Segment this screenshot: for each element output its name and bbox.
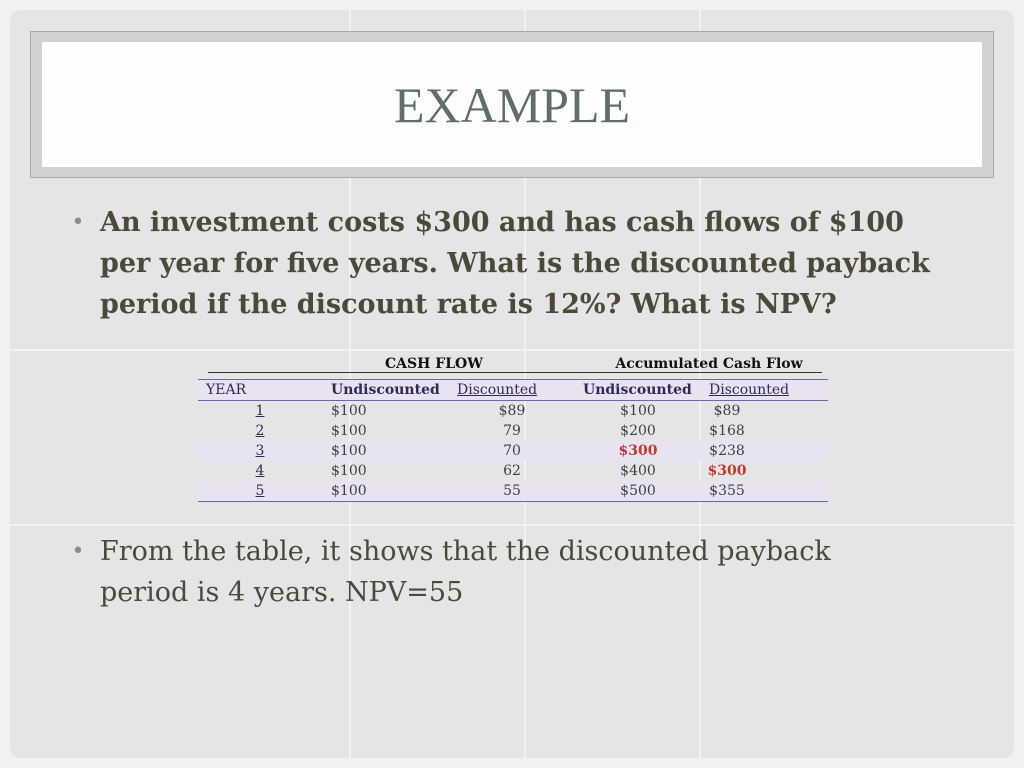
accumulated-undiscounted-cell-highlighted: $300: [618, 443, 658, 459]
table-row: [198, 481, 828, 502]
accumulated-discounted-cell-highlighted: $300: [707, 463, 747, 479]
bullet-line: period if the discount rate is 12%? What is NPV?: [100, 289, 837, 320]
table-row: [198, 401, 828, 421]
accumulated-discounted-cell: $355: [709, 483, 745, 499]
bullet-text: [100, 531, 831, 613]
accumulated-discounted-cell: $168: [709, 423, 745, 439]
year-cell: 5: [255, 483, 265, 499]
column-header-accumulated-undiscounted: Undiscounted: [583, 382, 692, 398]
discounted-cell: $89: [498, 403, 526, 419]
undiscounted-cell: $100: [331, 483, 367, 499]
year-cell: 4: [255, 463, 265, 479]
undiscounted-cell: $100: [331, 443, 367, 459]
column-header-undiscounted: Undiscounted: [331, 382, 440, 398]
column-header-accumulated-discounted: Discounted: [709, 382, 790, 398]
discounted-cell: 62: [503, 463, 521, 479]
title-box: [42, 42, 982, 167]
year-cell: 3: [255, 443, 265, 459]
column-header-discounted: Discounted: [457, 382, 538, 398]
cash-flow-table: [198, 350, 828, 510]
table-row: [198, 441, 828, 461]
discounted-cell: 70: [503, 443, 521, 459]
accumulated-discounted-cell: $238: [709, 443, 745, 459]
title-frame: [30, 31, 994, 178]
discounted-cell: 79: [503, 423, 521, 439]
bullet-line: per year for five years. What is the discounted payback: [100, 248, 930, 279]
accumulated-undiscounted-cell: $100: [620, 403, 656, 419]
year-cell: 2: [255, 423, 265, 439]
bullet-line: From the table, it shows that the discounted payback: [100, 536, 831, 567]
undiscounted-cell: $100: [331, 423, 367, 439]
undiscounted-cell: $100: [331, 403, 367, 419]
slide-title: EXAMPLE: [393, 76, 631, 133]
accumulated-undiscounted-cell: $400: [620, 463, 656, 479]
discounted-cell: 55: [503, 483, 521, 499]
year-cell: 1: [255, 403, 265, 419]
undiscounted-cell: $100: [331, 463, 367, 479]
bullet-line: period is 4 years. NPV=55: [100, 577, 464, 608]
bullet-line: An investment costs $300 and has cash flows of $100: [100, 207, 904, 238]
table-header-row: [198, 379, 828, 401]
bullet-marker-icon: •: [71, 210, 85, 235]
column-header-year: YEAR: [206, 382, 247, 398]
accumulated-discounted-cell: $89: [713, 403, 741, 419]
accumulated-undiscounted-cell: $200: [620, 423, 656, 439]
table-row: [198, 421, 828, 441]
group-header-cash-flow: CASH FLOW: [385, 356, 483, 372]
group-header-accumulated-cash-flow: Accumulated Cash Flow: [615, 356, 803, 372]
background-grid-line: [10, 524, 1014, 526]
group-header-rule: [208, 372, 822, 373]
accumulated-undiscounted-cell: $500: [620, 483, 656, 499]
bullet-text: [100, 202, 930, 325]
table-row: [198, 461, 828, 481]
bullet-marker-icon: •: [71, 539, 85, 564]
